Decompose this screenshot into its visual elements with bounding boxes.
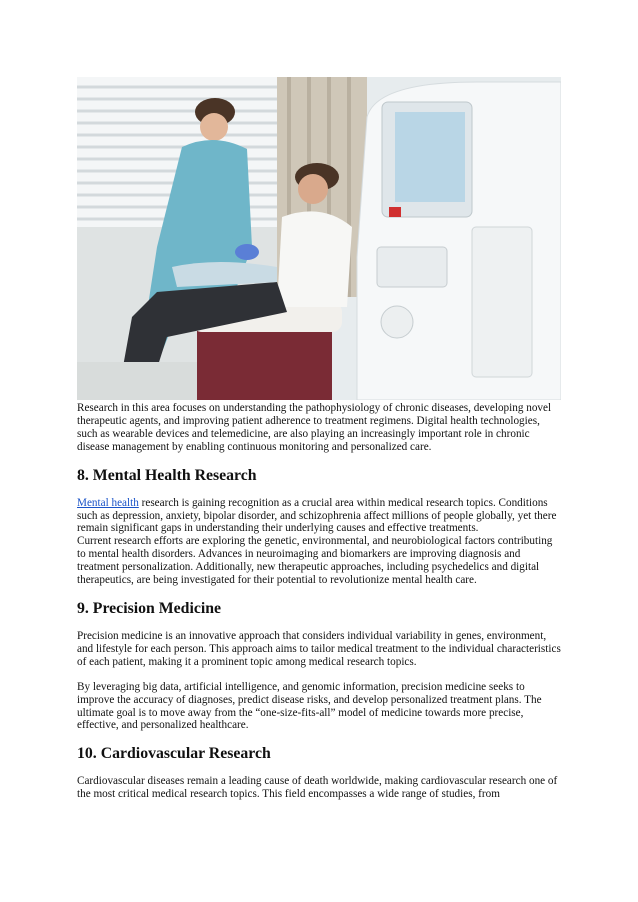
mental-health-paragraph-1 (77, 497, 563, 536)
heading-precision-medicine: 9. Precision Medicine (77, 599, 222, 617)
heading-mental-health: 8. Mental Health Research (77, 466, 257, 484)
mental-health-paragraph-1-text: research is gaining recognition as a crucial area within medical research topics. Conditions such as depression, anxiety, bipolar disorder, and schizophrenia affect millions of people globally, yet there remain significant gaps in understanding their underlying causes and effective treatments. (77, 496, 557, 535)
precision-paragraph-1: Precision medicine is an innovative approach that considers individual variability in genes, environment, and lifestyle for each person. This approach aims to tailor medical treatment to the individual characteristics of each patient, making it a prominent topic among medical research topics. (77, 629, 561, 668)
mental-health-link[interactable]: Mental health (77, 496, 139, 509)
mental-health-paragraph-2: Current research efforts are exploring the genetic, environmental, and neurobiological factors contributing to mental health disorders. Advances in neuroimaging and biomarkers are improving diagnosis and treatment personalization. Additionally, new therapeutic approaches, including psychedelics and digital therapeutics, are being investigated for their potential to revolutionize mental health care. (77, 535, 553, 587)
precision-paragraph-2: By leveraging big data, artificial intelligence, and genomic information, precision medicine seeks to improve the accuracy of diagnoses, predict disease risks, and develop personalized treatment plans. The ultimate goal is to move away from the “one-size-fits-all” model of medicine towards more precise, effective, and personalized healthcare. (77, 680, 542, 732)
heading-cardiovascular: 10. Cardiovascular Research (77, 745, 271, 763)
dialysis-treatment-photo-icon (77, 77, 561, 400)
intro-paragraph: Research in this area focuses on understanding the pathophysiology of chronic diseases, developing novel therapeutic agents, and improving patient adherence to treatment regimens. Digital health technologies, such as wearable devices and telemedicine, are also playing an increasingly important role in chronic disease management by enabling continuous monitoring and personalized care. (77, 402, 552, 453)
cardiovascular-paragraph-1: Cardiovascular diseases remain a leading cause of death worldwide, making cardiovascular research one of the most critical medical research topics. This field encompasses a wide range of studies, from (77, 775, 558, 801)
article-body (77, 400, 563, 801)
dialysis-photo (77, 77, 561, 400)
